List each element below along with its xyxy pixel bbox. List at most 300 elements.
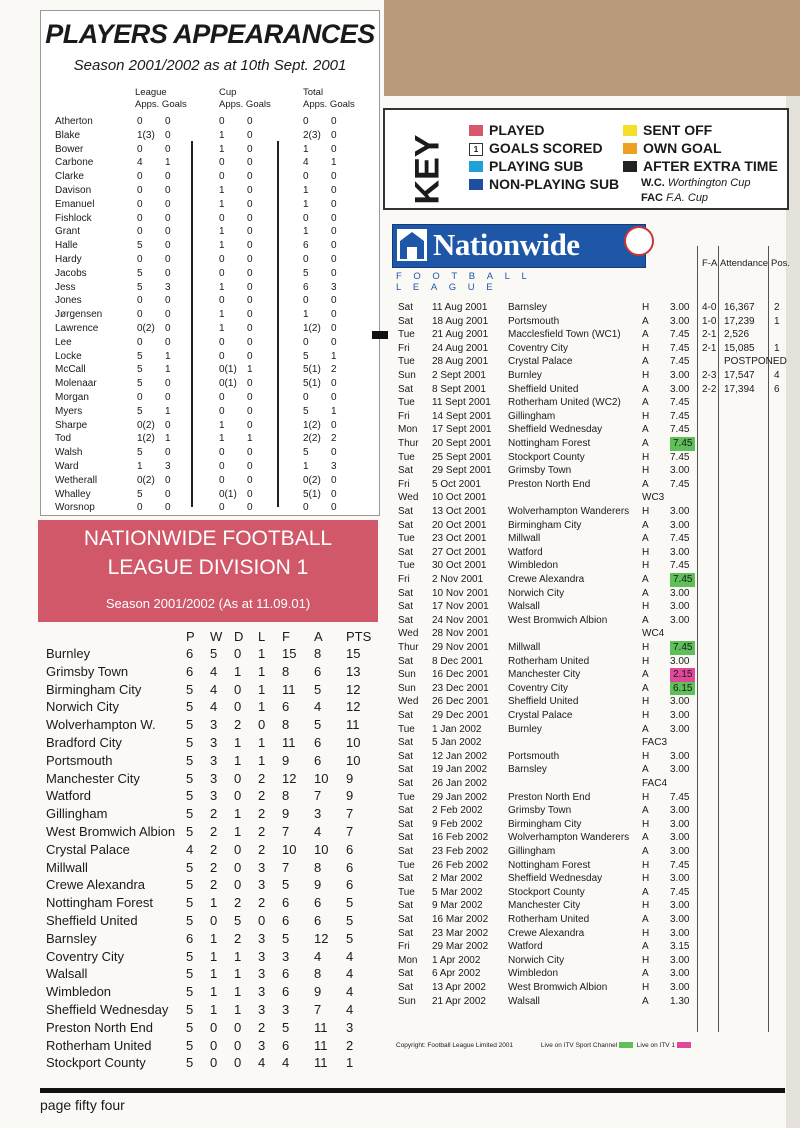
player-name: Jacobs xyxy=(55,267,87,279)
fixture-ko: 3.00 xyxy=(670,696,690,708)
stat-cell: 0 xyxy=(331,502,337,514)
fixture-opp: Nottingham Forest xyxy=(508,438,591,449)
fixture-ko: 3.00 xyxy=(670,302,690,313)
fixture-opp: Birmingham City xyxy=(508,519,582,531)
fixture-ko: 3.00 xyxy=(670,927,690,939)
fixture-fa: 2-1 xyxy=(702,342,717,354)
stat-cell: 0 xyxy=(247,461,253,472)
fixture-row xyxy=(394,913,800,927)
fixture-row xyxy=(394,437,800,451)
fixture-date: 5 Oct 2001 xyxy=(432,478,481,490)
fixture-date: 23 Oct 2001 xyxy=(432,533,487,545)
stat-cell: 0 xyxy=(303,336,309,348)
appearances-row xyxy=(55,391,375,405)
stat-cell: 6 xyxy=(186,930,194,946)
stat-cell: 5 xyxy=(346,913,354,928)
fixture-row xyxy=(394,682,800,696)
stat-cell: 0 xyxy=(331,171,337,183)
fixture-ha: H xyxy=(642,601,650,613)
total-subheader: Apps. Goals xyxy=(303,99,355,110)
league-table-row xyxy=(46,1054,366,1072)
fixture-row xyxy=(394,559,800,573)
fixture-ha: A xyxy=(642,356,649,368)
stat-cell: 9 xyxy=(282,806,290,822)
fixture-ko: 3.00 xyxy=(670,370,690,381)
fixture-row xyxy=(394,954,800,968)
stat-cell: 0 xyxy=(219,157,225,169)
stat-cell: 5 xyxy=(186,948,194,964)
stat-cell: 10 xyxy=(314,841,329,857)
fixture-opp: Coventry City xyxy=(508,682,569,694)
stat-cell: 3 xyxy=(258,1002,266,1017)
fixture-opp: Millwall xyxy=(508,533,541,545)
fixture-ko: 3.00 xyxy=(670,546,690,558)
fixture-day: Sat xyxy=(398,927,414,939)
fixture-opp: Portsmouth xyxy=(508,315,560,327)
stat-cell: 1 xyxy=(210,984,218,1000)
league-table-row xyxy=(46,716,366,734)
team-name: Crewe Alexandra xyxy=(46,877,145,893)
stat-cell: 5 xyxy=(186,752,194,768)
fixture-opp: Stockport County xyxy=(508,886,585,898)
fixture-pos: 1 xyxy=(774,315,780,327)
fixture-ha: H xyxy=(642,873,650,885)
fixture-date: 23 Mar 2002 xyxy=(432,927,489,939)
stat-cell: 4 xyxy=(314,824,322,839)
stat-cell: 2 xyxy=(331,364,337,376)
fixture-row xyxy=(394,872,800,886)
stat-cell: 11 xyxy=(314,1055,328,1071)
stat-cell: 5 xyxy=(186,859,194,875)
key-goals-scored: 1 GOALS SCORED xyxy=(469,140,603,157)
fixture-opp: Rotherham United xyxy=(508,914,590,925)
appearances-row xyxy=(55,156,375,170)
stat-cell: 0 xyxy=(219,267,225,279)
league-table-row xyxy=(46,681,366,699)
fixture-date: 16 Feb 2002 xyxy=(432,832,489,844)
stat-cell: 0 xyxy=(331,323,337,334)
fixture-ha: FAC4 xyxy=(642,778,668,789)
stat-cell: 0(2) xyxy=(303,474,321,486)
team-name: Sheffield Wednesday xyxy=(46,1002,169,1017)
stat-cell: 9 xyxy=(346,788,354,804)
team-name: Wolverhampton W. xyxy=(46,717,156,733)
fixture-ha: A xyxy=(642,315,649,327)
player-name: Fishlock xyxy=(55,212,92,224)
team-name: Millwall xyxy=(46,859,88,875)
fixture-ko: 7.45 xyxy=(670,356,690,368)
stat-cell: 0 xyxy=(331,226,337,238)
fixture-day: Tue xyxy=(398,859,415,871)
fixture-opp: Sheffield United xyxy=(508,383,579,395)
fixture-date: 2 Sept 2001 xyxy=(432,370,486,381)
stat-cell: 5 xyxy=(282,1019,290,1035)
fixture-opp: Rotherham United (WC2) xyxy=(508,397,621,409)
stat-cell: 0 xyxy=(331,143,337,155)
fixture-ko: 2.15 xyxy=(670,668,695,682)
stat-cell: 0 xyxy=(165,502,171,514)
fixture-ha: A xyxy=(642,519,649,531)
stat-cell: 4 xyxy=(210,699,218,715)
stat-cell: 9 xyxy=(314,877,322,893)
stat-cell: 4 xyxy=(210,681,218,697)
league-title-line1: NATIONWIDE FOOTBALL xyxy=(83,527,333,550)
fixture-date: 29 Sept 2001 xyxy=(432,465,492,477)
fixture-day: Sat xyxy=(398,764,414,776)
stat-cell: 5 xyxy=(186,824,194,839)
stat-cell: 0 xyxy=(331,474,337,486)
stat-cell: 10 xyxy=(346,735,361,750)
fixture-opp: Crewe Alexandra xyxy=(508,927,585,939)
fixture-ha: H xyxy=(642,982,650,993)
fixture-row xyxy=(394,641,800,655)
stat-cell: 0 xyxy=(331,447,337,459)
fixture-row xyxy=(394,532,800,546)
fixture-fa: 2-3 xyxy=(702,370,717,381)
fixture-opp: Wimbledon xyxy=(508,560,559,572)
stat-cell: 0 xyxy=(331,185,337,196)
fixture-day: Mon xyxy=(398,424,418,436)
stat-cell: 0 xyxy=(247,185,253,196)
fixture-fa: 1-0 xyxy=(702,315,717,327)
fixture-row xyxy=(394,423,800,437)
fixture-row xyxy=(394,655,800,669)
team-name: Portsmouth xyxy=(46,752,113,768)
fixture-ha: H xyxy=(642,927,650,939)
stat-cell: 5 xyxy=(186,877,194,893)
fixture-day: Fri xyxy=(398,478,410,490)
stat-cell: 6 xyxy=(303,281,309,293)
team-name: Nottingham Forest xyxy=(46,895,153,911)
stat-cell: 8 xyxy=(282,717,290,733)
fixture-row xyxy=(394,899,800,913)
fixture-fa: 4-0 xyxy=(702,302,717,313)
key-sent-off: SENT OFF xyxy=(623,122,712,139)
team-name: Crystal Palace xyxy=(46,841,130,857)
stat-cell: 2 xyxy=(258,806,266,822)
fixture-ko: 7.45 xyxy=(670,437,695,451)
appearances-row xyxy=(55,488,375,502)
fixture-opp: Watford xyxy=(508,941,543,953)
fixture-ha: H xyxy=(642,342,650,354)
league-table-row xyxy=(46,663,366,681)
team-name: Wimbledon xyxy=(46,984,112,1000)
league-table-row xyxy=(46,770,366,788)
fixture-date: 2 Mar 2002 xyxy=(432,873,483,885)
fixture-row xyxy=(394,859,800,873)
stat-cell: 0(1) xyxy=(219,488,237,500)
column-header: PTS xyxy=(346,629,372,644)
fixture-row xyxy=(394,328,800,342)
fixture-ha: A xyxy=(642,832,649,844)
stat-cell: 11 xyxy=(314,1019,328,1035)
league-table-row xyxy=(46,859,366,877)
fixture-row xyxy=(394,995,800,1009)
team-name: Preston North End xyxy=(46,1019,153,1035)
fixture-ha: A xyxy=(642,329,649,341)
appearances-row xyxy=(55,267,375,281)
fixture-opp: Wimbledon xyxy=(508,968,559,980)
fixture-ha: H xyxy=(642,410,650,422)
fixture-day: Sat xyxy=(398,655,414,667)
fixture-row xyxy=(394,927,800,941)
fixture-day: Sun xyxy=(398,669,416,681)
fixture-day: Tue xyxy=(398,791,415,803)
stat-cell: 0 xyxy=(165,198,171,210)
stat-cell: 3 xyxy=(331,281,337,293)
stat-cell: 5 xyxy=(137,405,143,417)
stat-cell: 9 xyxy=(282,752,290,768)
fixture-row xyxy=(394,831,800,845)
fixture-ko: 7.45 xyxy=(670,397,690,409)
column-header: L xyxy=(258,629,266,644)
stat-cell: 0 xyxy=(247,254,253,265)
stat-cell: 1 xyxy=(219,143,225,155)
stat-cell: 4 xyxy=(137,157,143,169)
stat-cell: 0 xyxy=(137,226,143,238)
stat-cell: 1 xyxy=(258,699,266,715)
stat-cell: 0 xyxy=(247,350,253,362)
stat-cell: 0 xyxy=(247,116,253,127)
fixture-day: Sun xyxy=(398,370,416,381)
fixture-att: 15,085 xyxy=(724,342,755,354)
fixture-ko: 3.00 xyxy=(670,655,690,667)
fixture-att: 2,526 xyxy=(724,329,750,341)
fixture-opp: Stockport County xyxy=(508,451,585,463)
fixture-ha: A xyxy=(642,764,649,776)
stat-cell: 4 xyxy=(186,841,194,857)
stat-cell: 4 xyxy=(258,1055,266,1071)
fixture-ko: 7.45 xyxy=(670,478,690,490)
fixture-ko: 6.15 xyxy=(670,682,695,696)
stat-cell: 0 xyxy=(165,171,171,183)
sent-off-swatch xyxy=(623,125,637,136)
stat-cell: 3 xyxy=(258,1037,266,1053)
fixture-day: Sat xyxy=(398,832,414,844)
stat-cell: 0 xyxy=(331,116,337,127)
player-name: Bower xyxy=(55,143,84,155)
football-league-text: FOOTBALL LEAGUE xyxy=(396,271,539,293)
team-name: Birmingham City xyxy=(46,681,142,697)
stat-cell: 5 xyxy=(137,240,143,252)
stat-cell: 0 xyxy=(210,1055,218,1071)
stat-cell: 6 xyxy=(346,859,354,875)
stat-cell: 7 xyxy=(346,824,354,839)
fixture-opp: Barnsley xyxy=(508,302,547,313)
player-name: Lee xyxy=(55,336,72,348)
fixture-day: Sat xyxy=(398,778,414,789)
fixture-ko: 7.45 xyxy=(670,451,690,463)
fixture-ha: A xyxy=(642,914,649,925)
player-name: Molenaar xyxy=(55,378,97,390)
stat-cell: 7 xyxy=(282,859,290,875)
stat-cell: 2 xyxy=(258,770,266,786)
fixture-date: 1 Apr 2002 xyxy=(432,954,481,966)
fixture-day: Sat xyxy=(398,846,414,857)
fixture-day: Sat xyxy=(398,519,414,531)
stat-cell: 6 xyxy=(314,752,322,768)
stat-cell: 1 xyxy=(219,309,225,321)
fixture-att: 17,394 xyxy=(724,383,755,395)
appearances-row xyxy=(55,115,375,129)
fixture-day: Sat xyxy=(398,465,414,477)
fixture-ko: 3.00 xyxy=(670,383,690,395)
stat-cell: 0 xyxy=(234,1019,242,1035)
fixture-day: Fri xyxy=(398,574,410,585)
fixture-date: 16 Dec 2001 xyxy=(432,669,489,681)
stat-cell: 2 xyxy=(258,824,266,839)
key-box xyxy=(383,108,789,210)
stat-cell: 1 xyxy=(219,198,225,210)
fixture-date: 26 Dec 2001 xyxy=(432,696,489,708)
stat-cell: 1 xyxy=(303,185,309,196)
fixture-opp: Sheffield Wednesday xyxy=(508,424,603,436)
fixture-ha: H xyxy=(642,560,650,572)
fixture-date: 23 Feb 2002 xyxy=(432,846,489,857)
fixture-row xyxy=(394,505,800,519)
fixture-day: Mon xyxy=(398,954,418,966)
fixture-opp: Burnley xyxy=(508,723,542,735)
itv-sport-swatch xyxy=(619,1042,633,1048)
stat-cell: 3 xyxy=(331,461,337,472)
stat-cell: 0 xyxy=(303,212,309,224)
fixture-date: 17 Nov 2001 xyxy=(432,601,489,613)
fixture-ko: 3.00 xyxy=(670,587,690,599)
appearances-row xyxy=(55,239,375,253)
stat-cell: 0 xyxy=(331,295,337,307)
stat-cell: 1 xyxy=(210,895,218,911)
fixture-opp: Millwall xyxy=(508,642,541,653)
fixture-opp: Portsmouth xyxy=(508,750,560,762)
fixture-date: 20 Sept 2001 xyxy=(432,438,492,449)
stat-cell: 4 xyxy=(346,984,354,1000)
stat-cell: 3 xyxy=(282,948,290,964)
fixture-row xyxy=(394,627,800,641)
fixture-ha: A xyxy=(642,587,649,599)
stat-cell: 5 xyxy=(186,966,194,982)
stat-cell: 12 xyxy=(282,770,297,786)
stat-cell: 2(3) xyxy=(303,129,321,141)
appearances-row xyxy=(55,501,375,515)
stat-cell: 3 xyxy=(210,735,218,750)
stat-cell: 3 xyxy=(210,788,218,804)
league-table-row xyxy=(46,734,366,752)
stat-cell: 1 xyxy=(219,323,225,334)
fixture-fa: 2-1 xyxy=(702,329,717,341)
stat-cell: 0 xyxy=(219,447,225,459)
fixture-day: Sat xyxy=(398,750,414,762)
stat-cell: 0 xyxy=(303,295,309,307)
fixture-day: Sat xyxy=(398,968,414,980)
stat-cell: 1 xyxy=(234,984,242,1000)
fixture-row xyxy=(394,478,800,492)
fixture-ko: 3.00 xyxy=(670,805,690,817)
fixture-ha: H xyxy=(642,710,650,721)
fixture-date: 8 Sept 2001 xyxy=(432,383,486,395)
stat-cell: 2 xyxy=(210,859,218,875)
fixture-row xyxy=(394,791,800,805)
stat-cell: 0 xyxy=(247,378,253,390)
fixture-day: Tue xyxy=(398,886,415,898)
stat-cell: 0 xyxy=(234,859,242,875)
stat-cell: 1 xyxy=(331,157,337,169)
key-played: PLAYED xyxy=(469,122,545,139)
fixture-date: 28 Nov 2001 xyxy=(432,628,489,640)
stat-cell: 6 xyxy=(282,895,290,911)
stat-cell: 1 xyxy=(331,350,337,362)
nationwide-logo xyxy=(392,224,646,268)
column-header: P xyxy=(186,629,195,644)
stat-cell: 1 xyxy=(234,752,242,768)
stat-cell: 4 xyxy=(210,663,218,679)
stat-cell: 2 xyxy=(210,806,218,822)
stat-cell: 5 xyxy=(186,1002,194,1017)
stat-cell: 15 xyxy=(346,646,361,661)
stat-cell: 1 xyxy=(303,226,309,238)
fixture-row xyxy=(394,723,800,737)
stat-cell: 2 xyxy=(234,717,242,733)
stat-cell: 3 xyxy=(165,281,171,293)
team-name: Burnley xyxy=(46,646,91,661)
stat-cell: 6 xyxy=(314,913,322,928)
stat-cell: 0 xyxy=(331,267,337,279)
appearances-row xyxy=(55,460,375,474)
fixture-row xyxy=(394,600,800,614)
appearances-row xyxy=(55,322,375,336)
fixture-ha: H xyxy=(642,954,650,966)
stat-cell: 1 xyxy=(210,930,218,946)
fixture-date: 5 Mar 2002 xyxy=(432,886,483,898)
stat-cell: 4 xyxy=(346,1002,354,1017)
fixture-ko: 7.45 xyxy=(670,329,690,341)
fixture-opp: Birmingham City xyxy=(508,818,582,830)
stat-cell: 7 xyxy=(282,824,290,839)
stat-cell: 5 xyxy=(137,378,143,390)
league-table-row xyxy=(46,823,366,841)
fixture-row xyxy=(394,967,800,981)
fixture-ha: A xyxy=(642,397,649,409)
player-name: Morgan xyxy=(55,392,89,403)
league-table-row xyxy=(46,876,366,894)
fixture-opp: Watford xyxy=(508,546,543,558)
stat-cell: 6 xyxy=(186,646,194,661)
fixture-day: Wed xyxy=(398,492,419,504)
appearances-row xyxy=(55,129,375,143)
fixture-opp: Barnsley xyxy=(508,764,547,776)
fixture-ko: 3.15 xyxy=(670,941,690,953)
stat-cell: 4 xyxy=(303,157,309,169)
fixture-row xyxy=(394,355,800,369)
fixture-opp: Wolverhampton Wanderers xyxy=(508,832,630,844)
stat-cell: 0 xyxy=(247,392,253,403)
fixture-ko: 3.00 xyxy=(670,506,690,517)
appearances-row xyxy=(55,432,375,446)
league-table-header xyxy=(38,520,378,622)
player-name: Whalley xyxy=(55,488,91,500)
fixture-row xyxy=(394,668,800,682)
stat-cell: 5 xyxy=(137,267,143,279)
fixture-row xyxy=(394,940,800,954)
fixture-ko: 3.00 xyxy=(670,465,690,477)
stat-cell: 0 xyxy=(165,254,171,265)
fixture-date: 13 Apr 2002 xyxy=(432,982,486,993)
fixture-day: Tue xyxy=(398,533,415,545)
fixture-date: 2 Nov 2001 xyxy=(432,574,484,585)
stat-cell: 1(2) xyxy=(303,419,321,431)
stat-cell: 0(2) xyxy=(137,323,155,334)
stat-cell: 0 xyxy=(165,419,171,431)
fixture-ha: A xyxy=(642,995,649,1007)
